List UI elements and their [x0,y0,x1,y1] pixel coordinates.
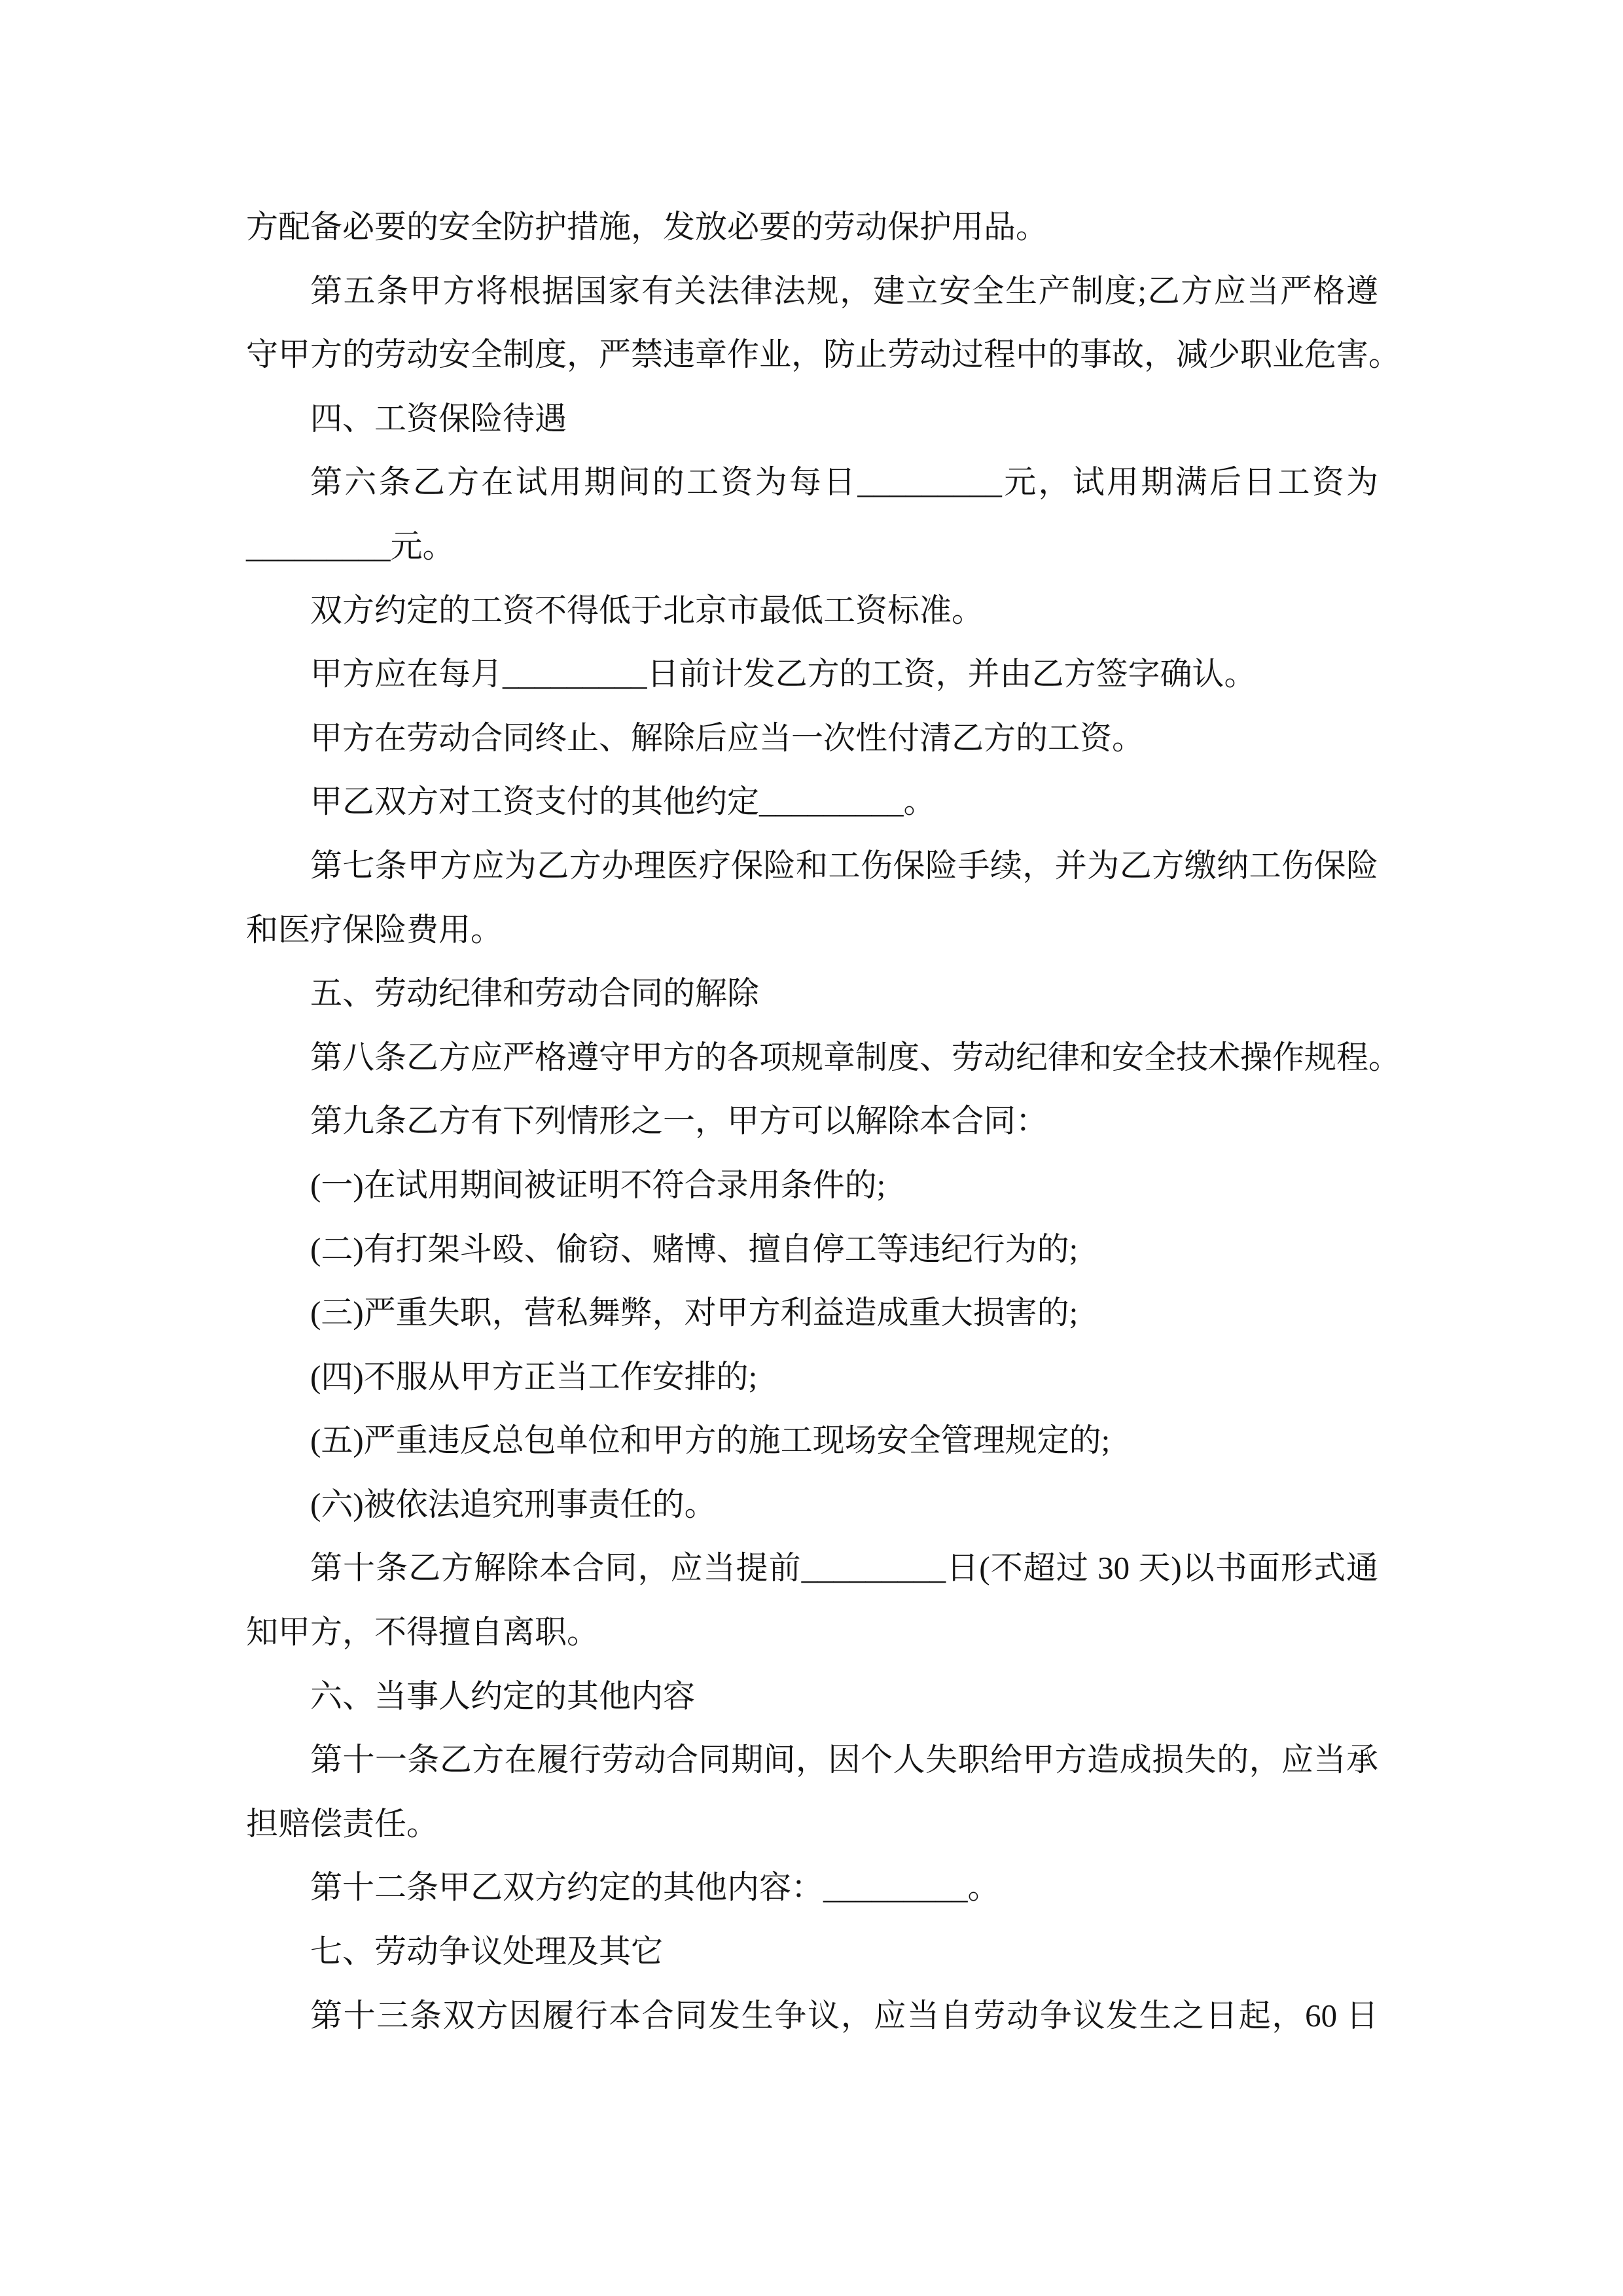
text-line: 第十条乙方解除本合同，应当提前_________日(不超过 30 天)以书面形式通 [310,1550,1378,1587]
body-paragraph [246,642,1378,706]
list-item [246,1473,1378,1537]
section-heading [246,1664,1378,1729]
text-line: 第七条甲方应为乙方办理医疗保险和工伤保险手续，并为乙方缴纳工伤保险 [310,847,1378,884]
text-line: 第十二条甲乙双方约定的其他内容：_________。 [310,1869,1000,1906]
body-paragraph [246,195,1378,259]
list-item [246,1153,1378,1217]
clause-paragraph [246,1856,1378,1920]
text-line: 六、当事人约定的其他内容 [310,1677,696,1714]
text-line: 知甲方，不得擅自离职。 [246,1614,599,1651]
clause-paragraph [246,1026,1401,1090]
text-line: 四、工资保险待遇 [310,400,567,437]
text-line: 方配备必要的安全防护措施，发放必要的劳动保护用品。 [246,209,1048,245]
list-item [246,1345,1378,1409]
clause-paragraph [246,450,1378,578]
section-heading [246,387,1378,451]
body-paragraph [246,579,1378,643]
document-body [246,195,1401,2047]
list-item [246,1217,1378,1282]
body-paragraph [246,706,1378,770]
text-line: (六)被依法追究刑事责任的。 [310,1486,717,1522]
text-line: (三)严重失职，营私舞弊，对甲方利益造成重大损害的; [310,1295,1079,1331]
clause-paragraph [246,1089,1378,1153]
text-line: 第十一条乙方在履行劳动合同期间，因个人失职给甲方造成损失的，应当承 [310,1742,1378,1778]
text-line: (二)有打架斗殴、偷窃、赌博、擅自停工等违纪行为的; [310,1230,1079,1267]
clause-paragraph [246,1984,1378,2048]
text-line: (一)在试用期间被证明不符合录用条件的; [310,1166,886,1203]
text-line: 第十三条双方因履行本合同发生争议，应当自劳动争议发生之日起，60 日 [310,1997,1378,2034]
text-line: 担赔偿责任。 [246,1805,439,1842]
text-line: 守甲方的劳动安全制度，严禁违章作业，防止劳动过程中的事故，减少职业危害。 [246,336,1401,373]
text-line: 七、劳动争议处理及其它 [310,1933,664,1970]
body-paragraph [246,770,1378,834]
clause-paragraph [246,1728,1378,1856]
text-line: 第六条乙方在试用期间的工资为每日_________元，试用期满后日工资为 [310,464,1378,501]
list-item [246,1408,1378,1473]
clause-paragraph [246,259,1401,387]
text-line: 五、劳动纪律和劳动合同的解除 [310,975,760,1012]
text-line: (五)严重违反总包单位和甲方的施工现场安全管理规定的; [310,1422,1111,1459]
section-heading [246,961,1378,1026]
section-heading [246,1920,1378,1984]
clause-paragraph [246,834,1378,961]
text-line: 双方约定的工资不得低于北京市最低工资标准。 [310,592,984,628]
list-item [246,1281,1378,1345]
text-line: 和医疗保险费用。 [246,911,503,948]
text-line: _________元。 [246,528,455,564]
clause-paragraph [246,1536,1378,1664]
text-line: 第五条甲方将根据国家有关法律法规，建立安全生产制度;乙方应当严格遵 [310,272,1378,309]
text-line: 第九条乙方有下列情形之一，甲方可以解除本合同： [310,1103,1048,1139]
text-line: 甲乙双方对工资支付的其他约定_________。 [310,783,936,820]
text-line: 甲方应在每月_________日前计发乙方的工资，并由乙方签字确认。 [310,656,1257,692]
text-line: (四)不服从甲方正当工作安排的; [310,1358,758,1395]
text-line: 第八条乙方应严格遵守甲方的各项规章制度、劳动纪律和安全技术操作规程。 [310,1039,1401,1075]
text-line: 甲方在劳动合同终止、解除后应当一次性付清乙方的工资。 [310,719,1145,756]
